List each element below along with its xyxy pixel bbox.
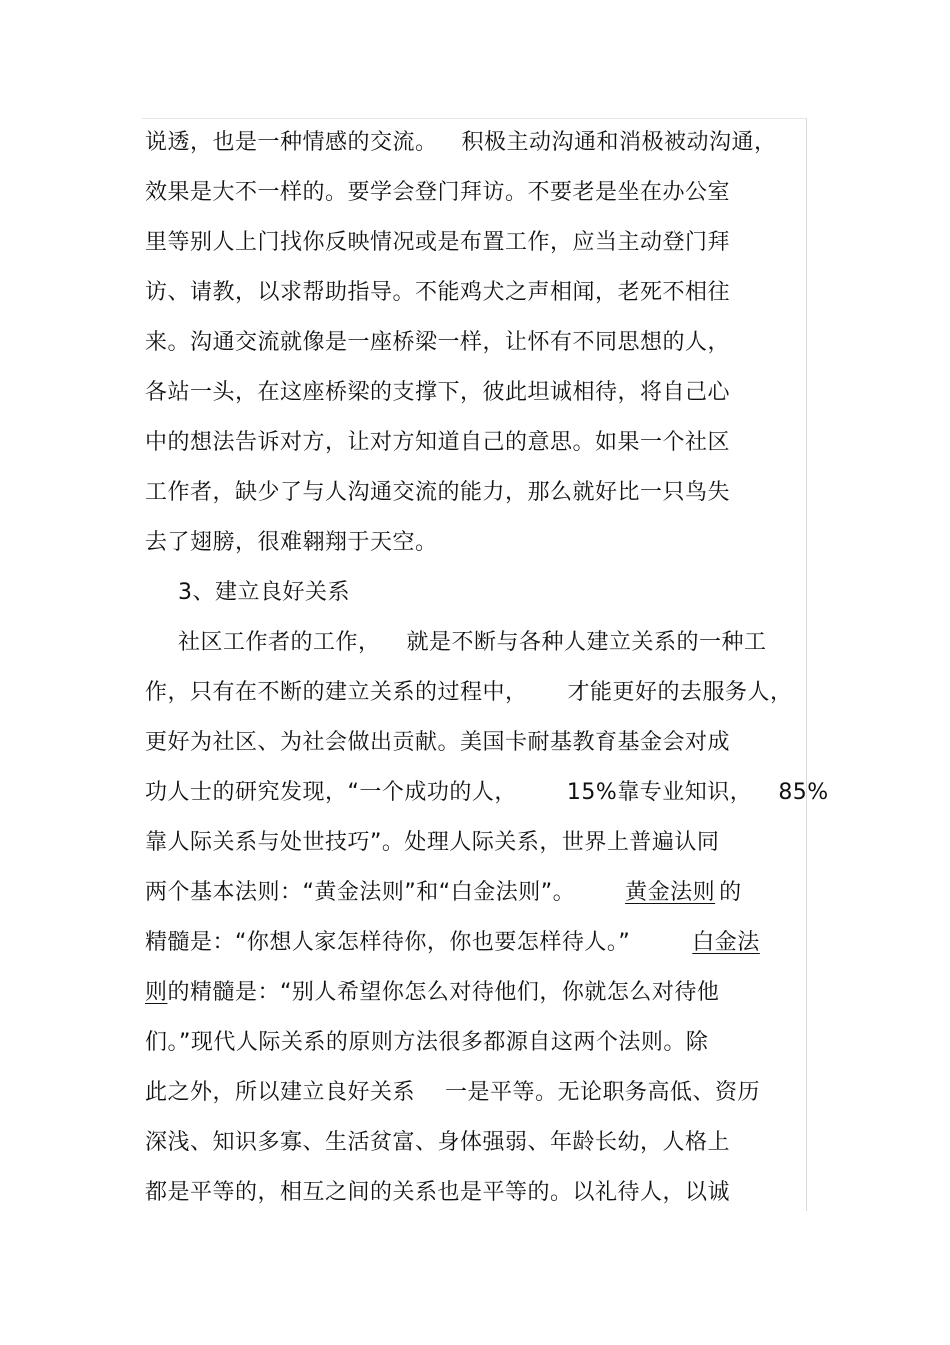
text-segment: 各站一头，在这座桥梁的支撑下，彼此坦诚相待，将自己心 [145, 380, 731, 405]
text-line-8 [145, 478, 730, 508]
text-line-13 [145, 728, 730, 758]
text-line-20 [145, 1078, 760, 1108]
text-segment: 效果是大不一样的。要学会登门拜访。不要老是坐在办公室 [145, 180, 731, 205]
text-segment: 来。沟通交流就像是一座桥梁一样，让怀有不同思想的人， [145, 330, 731, 355]
text-segment: 深浅、知识多寡、生活贫富、身体强弱、年龄长幼，人格上 [145, 1130, 731, 1155]
text-segment: 社区工作者的工作， [178, 630, 381, 655]
text-line-11 [178, 628, 767, 658]
text-segment: 都是平等的，相互之间的关系也是平等的。以礼待人，以诚 [145, 1180, 731, 1205]
text-segment: 去了翅膀，很难翱翔于天空。 [145, 530, 438, 555]
text-line-2 [145, 178, 730, 208]
text-segment: 作，只有在不断的建立关系的过程中， [145, 680, 528, 705]
text-line-6 [145, 378, 730, 408]
text-segment: 。无论职务高低、资历 [535, 1080, 761, 1105]
text-line-4 [145, 278, 730, 308]
text-segment: 一是平等 [445, 1080, 536, 1105]
text-line-9 [145, 528, 438, 558]
text-segment: 里等别人上门找你反映情况或是布置工作，应当主动登门拜 [145, 230, 731, 255]
golden-rule-link: 黄金法则 [625, 880, 716, 905]
text-segment: 们。”现代人际关系的原则方法很多都源自这两个法则。除 [145, 1030, 709, 1055]
section-heading-text: 3、建立良好关系 [178, 580, 350, 605]
section-heading [178, 578, 350, 608]
text-line-5 [145, 328, 730, 358]
text-segment: 两个基本法则：“黄金法则”和“白金法则”。 [145, 880, 576, 905]
text-line-19 [145, 1028, 708, 1058]
text-line-22 [145, 1178, 730, 1208]
text-line-12 [145, 678, 793, 708]
text-segment: 靠人际关系与处世技巧”。处理人际关系，世界上普遍认同 [145, 830, 720, 855]
text-line-7 [145, 428, 730, 458]
text-line-18 [145, 978, 719, 1008]
text-segment: 积极主动沟通和消极被动沟通， [461, 130, 777, 155]
text-segment: 功人士的研究发现，“一个成功的人， [145, 780, 517, 805]
text-line-17 [145, 928, 760, 958]
text-segment: 精髓是：“你想人家怎样待你，你也要怎样待人。” [145, 930, 631, 955]
platinum-rule-link-continued: 则 [145, 980, 168, 1005]
text-line-21 [145, 1128, 730, 1158]
text-segment: 才能更好的去服务人， [567, 680, 793, 705]
text-segment: 中的想法告诉对方，让对方知道自己的意思。如果一个社区 [145, 430, 731, 455]
text-segment: 工作者，缺少了与人沟通交流的能力，那么就好比一只鸟失 [145, 480, 731, 505]
text-segment: 说透，也是一种情感的交流。 [145, 130, 438, 155]
text-segment: 85% [778, 780, 829, 805]
text-segment: 访、请教，以求帮助指导。不能鸡犬之声相闻，老死不相往 [145, 280, 731, 305]
text-line-3 [145, 228, 730, 258]
text-segment: 此之外，所以建立良好关系 [145, 1080, 416, 1105]
text-segment: 更好为社区、为社会做出贡献。美国卡耐基教育基金会对成 [145, 730, 731, 755]
text-line-16 [145, 878, 742, 908]
text-line-15 [145, 828, 719, 858]
text-line-1 [145, 128, 777, 158]
text-segment: 的精髓是：“别人希望你怎么对待他们，你就怎么对待他 [167, 980, 720, 1005]
text-segment: 就是不断与各种人建立关系的一种工 [406, 630, 767, 655]
platinum-rule-link: 白金法 [692, 930, 760, 955]
text-line-14 [145, 778, 829, 808]
text-segment: 的 [719, 880, 742, 905]
text-segment: 15%靠专业知识， [566, 780, 753, 805]
